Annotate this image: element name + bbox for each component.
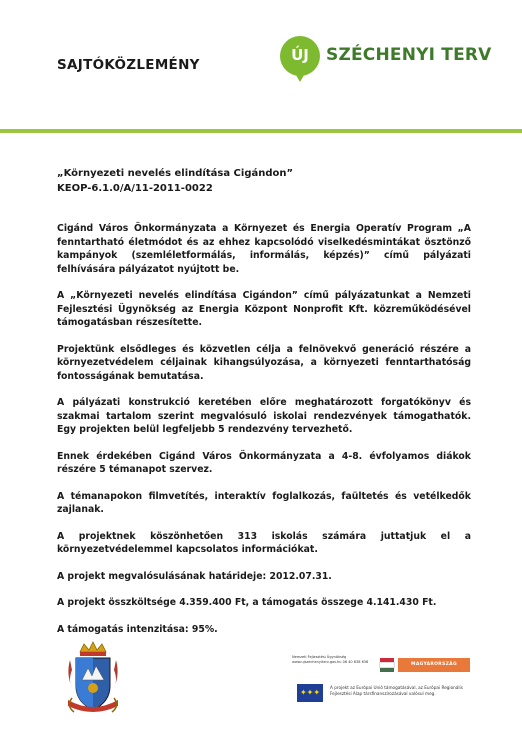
eu-flag-icon bbox=[297, 684, 323, 702]
document-title: „Környezeti nevelés elindítása Cigándon” bbox=[57, 168, 294, 179]
document-body bbox=[57, 166, 471, 649]
logo-text: SZÉCHENYI TERV bbox=[326, 45, 492, 65]
hu-megujul-badge: MAGYARORSZÁG MEGÚJUL bbox=[398, 658, 470, 672]
paragraph: A „Környezeti nevelés elindítása Cigándon” című pályázatunkat a Nemzeti Fejlesztési Ügynökség az Energia Központ Nonprofit Kft. közreműködésével támogatásban részesítette. bbox=[57, 290, 471, 328]
paragraph: A projekt megvalósulásának határideje: 2012.07.31. bbox=[57, 570, 332, 582]
logo-mark: ÚJ bbox=[291, 46, 309, 64]
paragraph: A projektnek köszönhetően 313 iskolás számára juttatjuk el a környezetvédelemmel kapcsolatos információkat. bbox=[57, 530, 471, 555]
coat-of-arms-icon bbox=[62, 640, 124, 718]
szechenyi-terv-logo bbox=[280, 36, 492, 88]
eu-funding-text: A projekt az Európai Unió támogatásával, az Európai Regionális Fejlesztési Alap társfinanszírozásával valósul meg. bbox=[330, 685, 463, 696]
paragraph: A témanapokon filmvetítés, interaktív foglalkozás, faültetés és vetélkedők zajlanak. bbox=[57, 490, 471, 515]
paragraph: Ennek érdekében Cigánd Város Önkormányzata a 4-8. évfolyamos diákok részére 5 témanapot szervez. bbox=[57, 450, 471, 475]
paragraph: A projekt összköltsége 4.359.400 Ft, a támogatás összege 4.141.430 Ft. bbox=[57, 597, 437, 608]
nfu-contact-text: Nemzeti Fejlesztési Ügynökség www.ujszechenyiterv.gov.hu 06 40 638 638 bbox=[292, 655, 369, 664]
footer-logos bbox=[292, 655, 492, 715]
hungarian-flag-icon bbox=[380, 658, 394, 672]
paragraph: A pályázati konstrukció keretében előre meghatározott forgatókönyv és szakmai tartalom szerint megvalósuló iskolai rendezvények támogathatók. Egy projekten belül legfeljebb 5 rendezvény tervezhető. bbox=[57, 397, 471, 435]
page-title: SAJTÓKÖZLEMÉNY bbox=[57, 57, 200, 73]
logo-pin-icon bbox=[293, 70, 307, 82]
paragraph: Projektünk elsődleges és közvetlen célja a felnövekvő generáció részére a környezetvédelem céljainak kihangsúlyozása, a környezeti fenntarthatóság fontosságának bemutatása. bbox=[57, 343, 471, 382]
header-divider bbox=[0, 129, 522, 133]
document-reference: KEOP-6.1.0/A/11-2011-0022 bbox=[57, 183, 213, 194]
eu-stars-icon: ✦✦✦ bbox=[299, 688, 321, 697]
paragraph: A támogatás intenzitása: 95%. bbox=[57, 623, 218, 635]
paragraph: Cigánd Város Önkormányzata a Környezet és Energia Operatív Program „A fenntartható életmódot és az ehhez kapcsolódó viselkedésmintákat ösztönző kampányok (szemléletformálás, informálás, képzés)” című pályázati felhívására pályázatot nyújtott be. bbox=[57, 223, 471, 275]
